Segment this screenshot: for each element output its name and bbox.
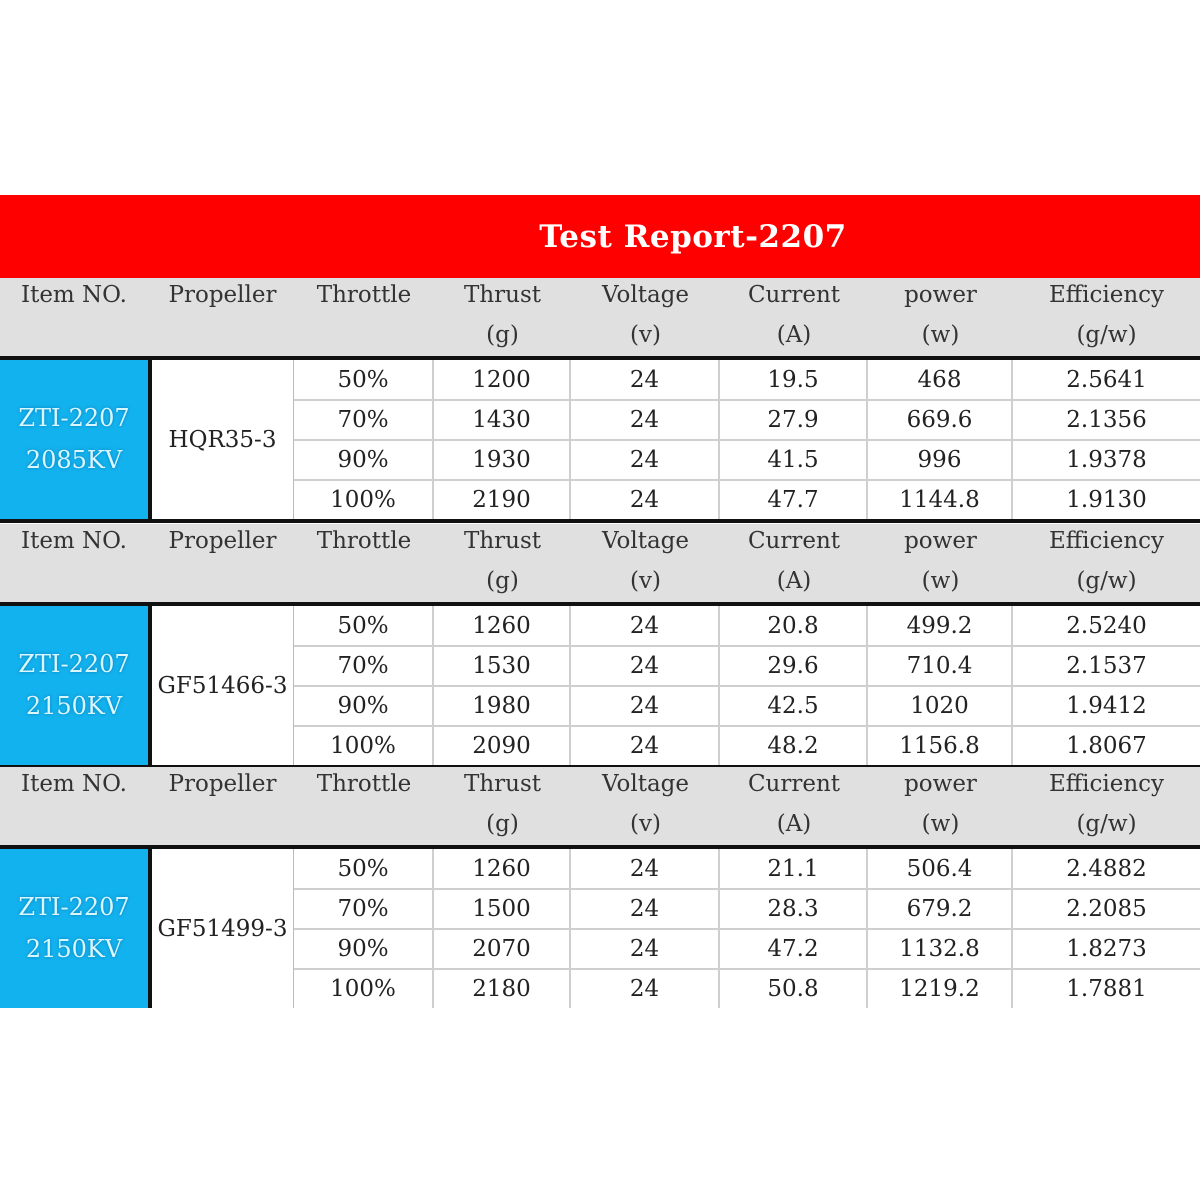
- cell-power: 506.4: [868, 849, 1013, 888]
- cell-current: 41.5: [720, 440, 868, 479]
- table-row: [294, 440, 1200, 481]
- header-label: Current: [747, 282, 841, 308]
- header-label: Voltage: [602, 771, 689, 797]
- cell-current: 42.5: [720, 686, 868, 725]
- cell-throttle: 100%: [294, 969, 434, 1008]
- header-voltage: [571, 524, 720, 602]
- header-power: [868, 524, 1013, 602]
- test-report-table: [0, 195, 1200, 1007]
- cell-power: 669.6: [868, 400, 1013, 439]
- cell-voltage: 24: [571, 480, 720, 519]
- cell-thrust: 2180: [434, 969, 571, 1008]
- cell-voltage: 24: [571, 929, 720, 968]
- header-current: [720, 278, 868, 356]
- header-label: Item NO.: [20, 528, 127, 554]
- header-label: Efficiency: [1048, 282, 1165, 308]
- cell-efficiency: 1.8273: [1066, 936, 1147, 962]
- header-unit: (v): [630, 568, 661, 594]
- cell-current: 48.2: [720, 726, 868, 765]
- cell-voltage: 24: [571, 400, 720, 439]
- cell-thrust: 1430: [434, 400, 571, 439]
- header-label: Current: [747, 771, 841, 797]
- cell-power: 996: [868, 440, 1013, 479]
- cell-voltage: 24: [571, 606, 720, 645]
- header-row: [0, 278, 1200, 360]
- cell-power: 1219.2: [868, 969, 1013, 1008]
- cell-power: 499.2: [868, 606, 1013, 645]
- header-label: Throttle: [316, 528, 412, 554]
- item-kv: 2150KV: [25, 692, 123, 720]
- cell-power: 468: [868, 360, 1013, 399]
- header-current: [720, 524, 868, 602]
- cell-throttle: 70%: [294, 646, 434, 685]
- item-model: ZTI-2207: [18, 404, 130, 432]
- header-thrust: [434, 278, 571, 356]
- cell-thrust: 1930: [434, 440, 571, 479]
- item-kv: 2150KV: [25, 935, 123, 963]
- cell-current: 28.3: [720, 889, 868, 928]
- cell-efficiency: 1.9378: [1066, 447, 1147, 473]
- header-unit: (v): [630, 811, 661, 837]
- cell-power: 1020: [868, 686, 1013, 725]
- cell-efficiency: 2.1537: [1066, 653, 1147, 679]
- cell-throttle: 90%: [294, 440, 434, 479]
- header-throttle: [294, 524, 434, 602]
- header-power: [868, 278, 1013, 356]
- cell-throttle: 50%: [294, 849, 434, 888]
- table-row: [294, 360, 1200, 401]
- cell-current: 47.2: [720, 929, 868, 968]
- cell-efficiency: 1.8067: [1066, 733, 1147, 759]
- cell-throttle: 70%: [294, 400, 434, 439]
- cell-thrust: 1260: [434, 606, 571, 645]
- block-body: [0, 360, 1200, 519]
- header-item: [0, 524, 148, 602]
- header-throttle: [294, 278, 434, 356]
- header-label: power: [904, 282, 977, 308]
- table-row: [294, 400, 1200, 441]
- header-item: [0, 767, 148, 845]
- header-propeller: [152, 767, 293, 845]
- table-row: [294, 969, 1200, 1008]
- cell-power: 1132.8: [868, 929, 1013, 968]
- item-kv: 2085KV: [25, 446, 123, 474]
- table-row: [294, 849, 1200, 890]
- header-unit: (A): [776, 811, 812, 837]
- header-thrust: [434, 524, 571, 602]
- header-unit: (A): [776, 568, 812, 594]
- cell-voltage: 24: [571, 440, 720, 479]
- cell-throttle: 90%: [294, 929, 434, 968]
- cell-current: 19.5: [720, 360, 868, 399]
- header-current: [720, 767, 868, 845]
- cell-efficiency: 2.1356: [1066, 407, 1147, 433]
- cell-thrust: 1500: [434, 889, 571, 928]
- item-number-cell: [0, 606, 152, 765]
- header-throttle: [294, 767, 434, 845]
- header-unit: (w): [921, 811, 960, 837]
- item-model: ZTI-2207: [18, 893, 130, 921]
- header-unit: (g/w): [1076, 811, 1137, 837]
- cell-current: 29.6: [720, 646, 868, 685]
- cell-efficiency: 2.5641: [1066, 367, 1147, 393]
- header-label: Efficiency: [1048, 528, 1165, 554]
- header-unit: (g/w): [1076, 322, 1137, 348]
- title-bar: [0, 195, 1200, 278]
- item-model: ZTI-2207: [18, 650, 130, 678]
- table-row: [294, 480, 1200, 519]
- cell-thrust: 1260: [434, 849, 571, 888]
- header-label: power: [904, 528, 977, 554]
- block-body: [0, 606, 1200, 765]
- header-label: Thrust: [463, 771, 541, 797]
- header-efficiency: [1013, 524, 1200, 602]
- cell-efficiency: 1.9130: [1066, 487, 1147, 513]
- header-voltage: [571, 767, 720, 845]
- header-power: [868, 767, 1013, 845]
- block-body: [0, 849, 1200, 1008]
- header-label: Propeller: [168, 282, 277, 308]
- cell-throttle: 50%: [294, 360, 434, 399]
- cell-throttle: 100%: [294, 480, 434, 519]
- item-number-cell: [0, 360, 152, 519]
- header-efficiency: [1013, 278, 1200, 356]
- cell-voltage: 24: [571, 646, 720, 685]
- header-unit: (w): [921, 568, 960, 594]
- propeller-cell: GF51499-3: [152, 849, 294, 1008]
- cell-throttle: 90%: [294, 686, 434, 725]
- header-label: Item NO.: [20, 282, 127, 308]
- header-row: [0, 524, 1200, 606]
- block-separator: [0, 519, 1200, 523]
- header-label: Efficiency: [1048, 771, 1165, 797]
- header-label: Propeller: [168, 528, 277, 554]
- table-row: [294, 726, 1200, 765]
- propeller-cell: GF51466-3: [152, 606, 294, 765]
- cell-efficiency: 1.7881: [1066, 976, 1147, 1002]
- item-number-cell: [0, 849, 152, 1008]
- header-label: Throttle: [316, 771, 412, 797]
- table-row: [294, 889, 1200, 930]
- cell-current: 21.1: [720, 849, 868, 888]
- table-block: [0, 767, 1200, 1008]
- header-label: Thrust: [463, 282, 541, 308]
- header-label: Voltage: [602, 282, 689, 308]
- table-block: [0, 524, 1200, 765]
- propeller-cell: HQR35-3: [152, 360, 294, 519]
- cell-power: 1156.8: [868, 726, 1013, 765]
- table-row: [294, 929, 1200, 970]
- header-label: Voltage: [602, 528, 689, 554]
- header-item: [0, 278, 148, 356]
- cell-throttle: 70%: [294, 889, 434, 928]
- header-voltage: [571, 278, 720, 356]
- cell-thrust: 2190: [434, 480, 571, 519]
- cell-thrust: 1530: [434, 646, 571, 685]
- header-label: Throttle: [316, 282, 412, 308]
- cell-current: 50.8: [720, 969, 868, 1008]
- cell-throttle: 50%: [294, 606, 434, 645]
- cell-efficiency: 2.4882: [1066, 856, 1147, 882]
- cell-power: 710.4: [868, 646, 1013, 685]
- header-unit: (g): [486, 322, 519, 348]
- header-label: Propeller: [168, 771, 277, 797]
- cell-power: 679.2: [868, 889, 1013, 928]
- header-unit: (w): [921, 322, 960, 348]
- header-unit: (v): [630, 322, 661, 348]
- cell-throttle: 100%: [294, 726, 434, 765]
- cell-current: 20.8: [720, 606, 868, 645]
- header-propeller: [152, 278, 293, 356]
- cell-efficiency: 2.2085: [1066, 896, 1147, 922]
- cell-voltage: 24: [571, 969, 720, 1008]
- cell-power: 1144.8: [868, 480, 1013, 519]
- header-efficiency: [1013, 767, 1200, 845]
- header-unit: (A): [776, 322, 812, 348]
- header-label: Current: [747, 528, 841, 554]
- cell-thrust: 1200: [434, 360, 571, 399]
- report-title: Test Report-2207: [539, 218, 847, 255]
- header-propeller: [152, 524, 293, 602]
- table-block: [0, 278, 1200, 519]
- table-row: [294, 646, 1200, 687]
- cell-voltage: 24: [571, 889, 720, 928]
- cell-current: 47.7: [720, 480, 868, 519]
- header-label: Thrust: [463, 528, 541, 554]
- cell-thrust: 2090: [434, 726, 571, 765]
- header-label: power: [904, 771, 977, 797]
- header-thrust: [434, 767, 571, 845]
- cell-current: 27.9: [720, 400, 868, 439]
- cell-voltage: 24: [571, 726, 720, 765]
- cell-voltage: 24: [571, 360, 720, 399]
- cell-efficiency: 2.5240: [1066, 613, 1147, 639]
- header-label: Item NO.: [20, 771, 127, 797]
- cell-efficiency: 1.9412: [1066, 693, 1147, 719]
- cell-voltage: 24: [571, 686, 720, 725]
- header-unit: (g): [486, 568, 519, 594]
- cell-thrust: 2070: [434, 929, 571, 968]
- cell-voltage: 24: [571, 849, 720, 888]
- header-unit: (g/w): [1076, 568, 1137, 594]
- table-row: [294, 606, 1200, 647]
- header-row: [0, 767, 1200, 849]
- table-row: [294, 686, 1200, 727]
- cell-thrust: 1980: [434, 686, 571, 725]
- header-unit: (g): [486, 811, 519, 837]
